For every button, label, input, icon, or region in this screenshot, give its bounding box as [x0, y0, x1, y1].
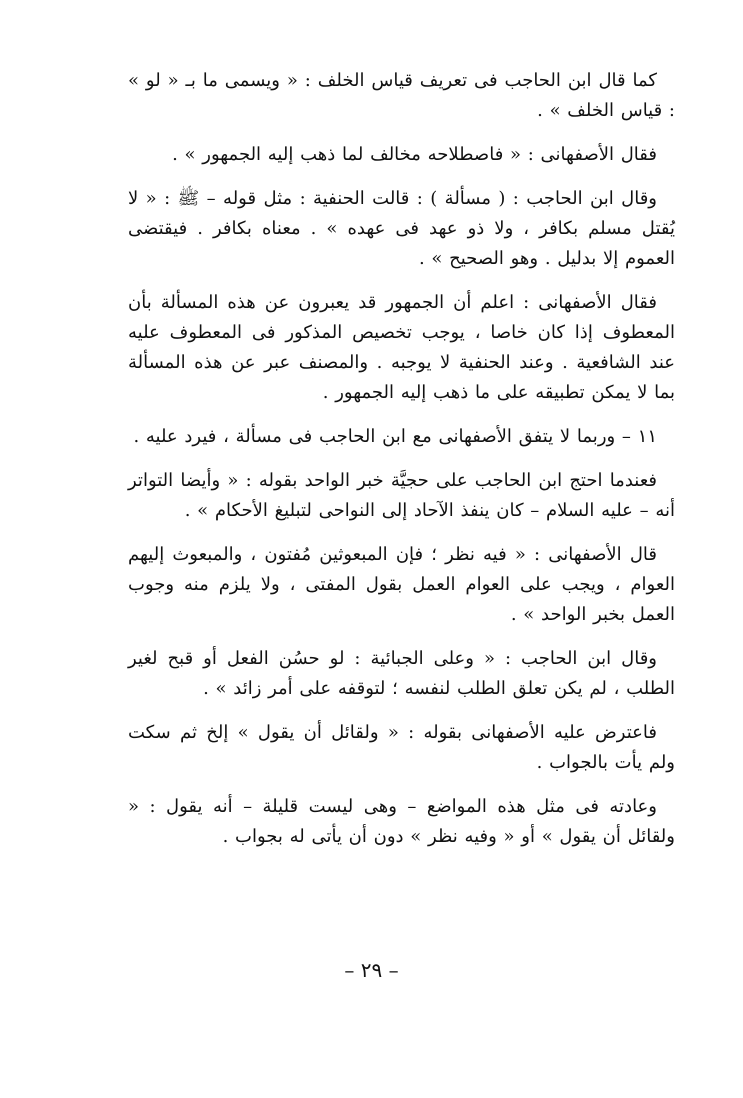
- paragraph-6: فعندما احتج ابن الحاجب على حجيَّة خبر الواحد بقوله : « وأيضا التواتر أنه – عليه السلام – كان ينفذ الآحاد إلى النواحى لتبليغ الأحكام » .: [128, 470, 675, 521]
- paragraph-3: وقال ابن الحاجب : ( مسألة ) : قالت الحنفية : مثل قوله – ﷺ : « لا يُقتل مسلم بكافر ، ولا ذو عهد فى عهده » . معناه بكافر . فيقتضى العموم إلا بدليل . وهو الصحيح » .: [128, 188, 675, 269]
- paragraph-4: فقال الأصفهانى : اعلم أن الجمهور قد يعبرون عن هذه المسألة بأن المعطوف إذا كان خاصا ، يوجب تخصيص المذكور فى المعطوف عليه عند الشافعية . وعند الحنفية لا يوجبه . والمصنف عبر عن هذه المسألة بما لا يمكن تطبيقه على ما ذهب إليه الجمهور .: [128, 292, 675, 403]
- paragraph-2: فقال الأصفهانى : « فاصطلاحه مخالف لما ذهب إليه الجمهور » .: [172, 144, 657, 165]
- paragraph-10: وعادته فى مثل هذه المواضع – وهى ليست قليلة – أنه يقول : « ولقائل أن يقول » أو « وفيه نظر » دون أن يأتى له بجواب .: [128, 796, 675, 847]
- paragraph-9: فاعترض عليه الأصفهانى بقوله : « ولقائل أن يقول » إلخ ثم سكت ولم يأت بالجواب .: [128, 722, 675, 773]
- page-number: – ٢٩ –: [344, 958, 399, 982]
- paragraph-8: وقال ابن الحاجب : « وعلى الجبائية : لو حسُن الفعل أو قبح لغير الطلب ، لم يكن تعلق الطلب لنفسه ؛ لتوقفه على أمر زائد » .: [128, 648, 675, 699]
- paragraph-1: كما قال ابن الحاجب فى تعريف قياس الخلف : « ويسمى ما بـ « لو » : قياس الخلف » .: [128, 70, 675, 121]
- paragraph-5: ١١ – وربما لا يتفق الأصفهانى مع ابن الحاجب فى مسألة ، فيرد عليه .: [133, 426, 657, 447]
- paragraph-7: قال الأصفهانى : « فيه نظر ؛ فإن المبعوثين مُفتون ، والمبعوث إليهم العوام ، ويجب على العوام العمل بقول المفتى ، ولا يلزم منه وجوب العمل بخبر الواحد » .: [128, 544, 675, 625]
- page-body: [128, 66, 675, 866]
